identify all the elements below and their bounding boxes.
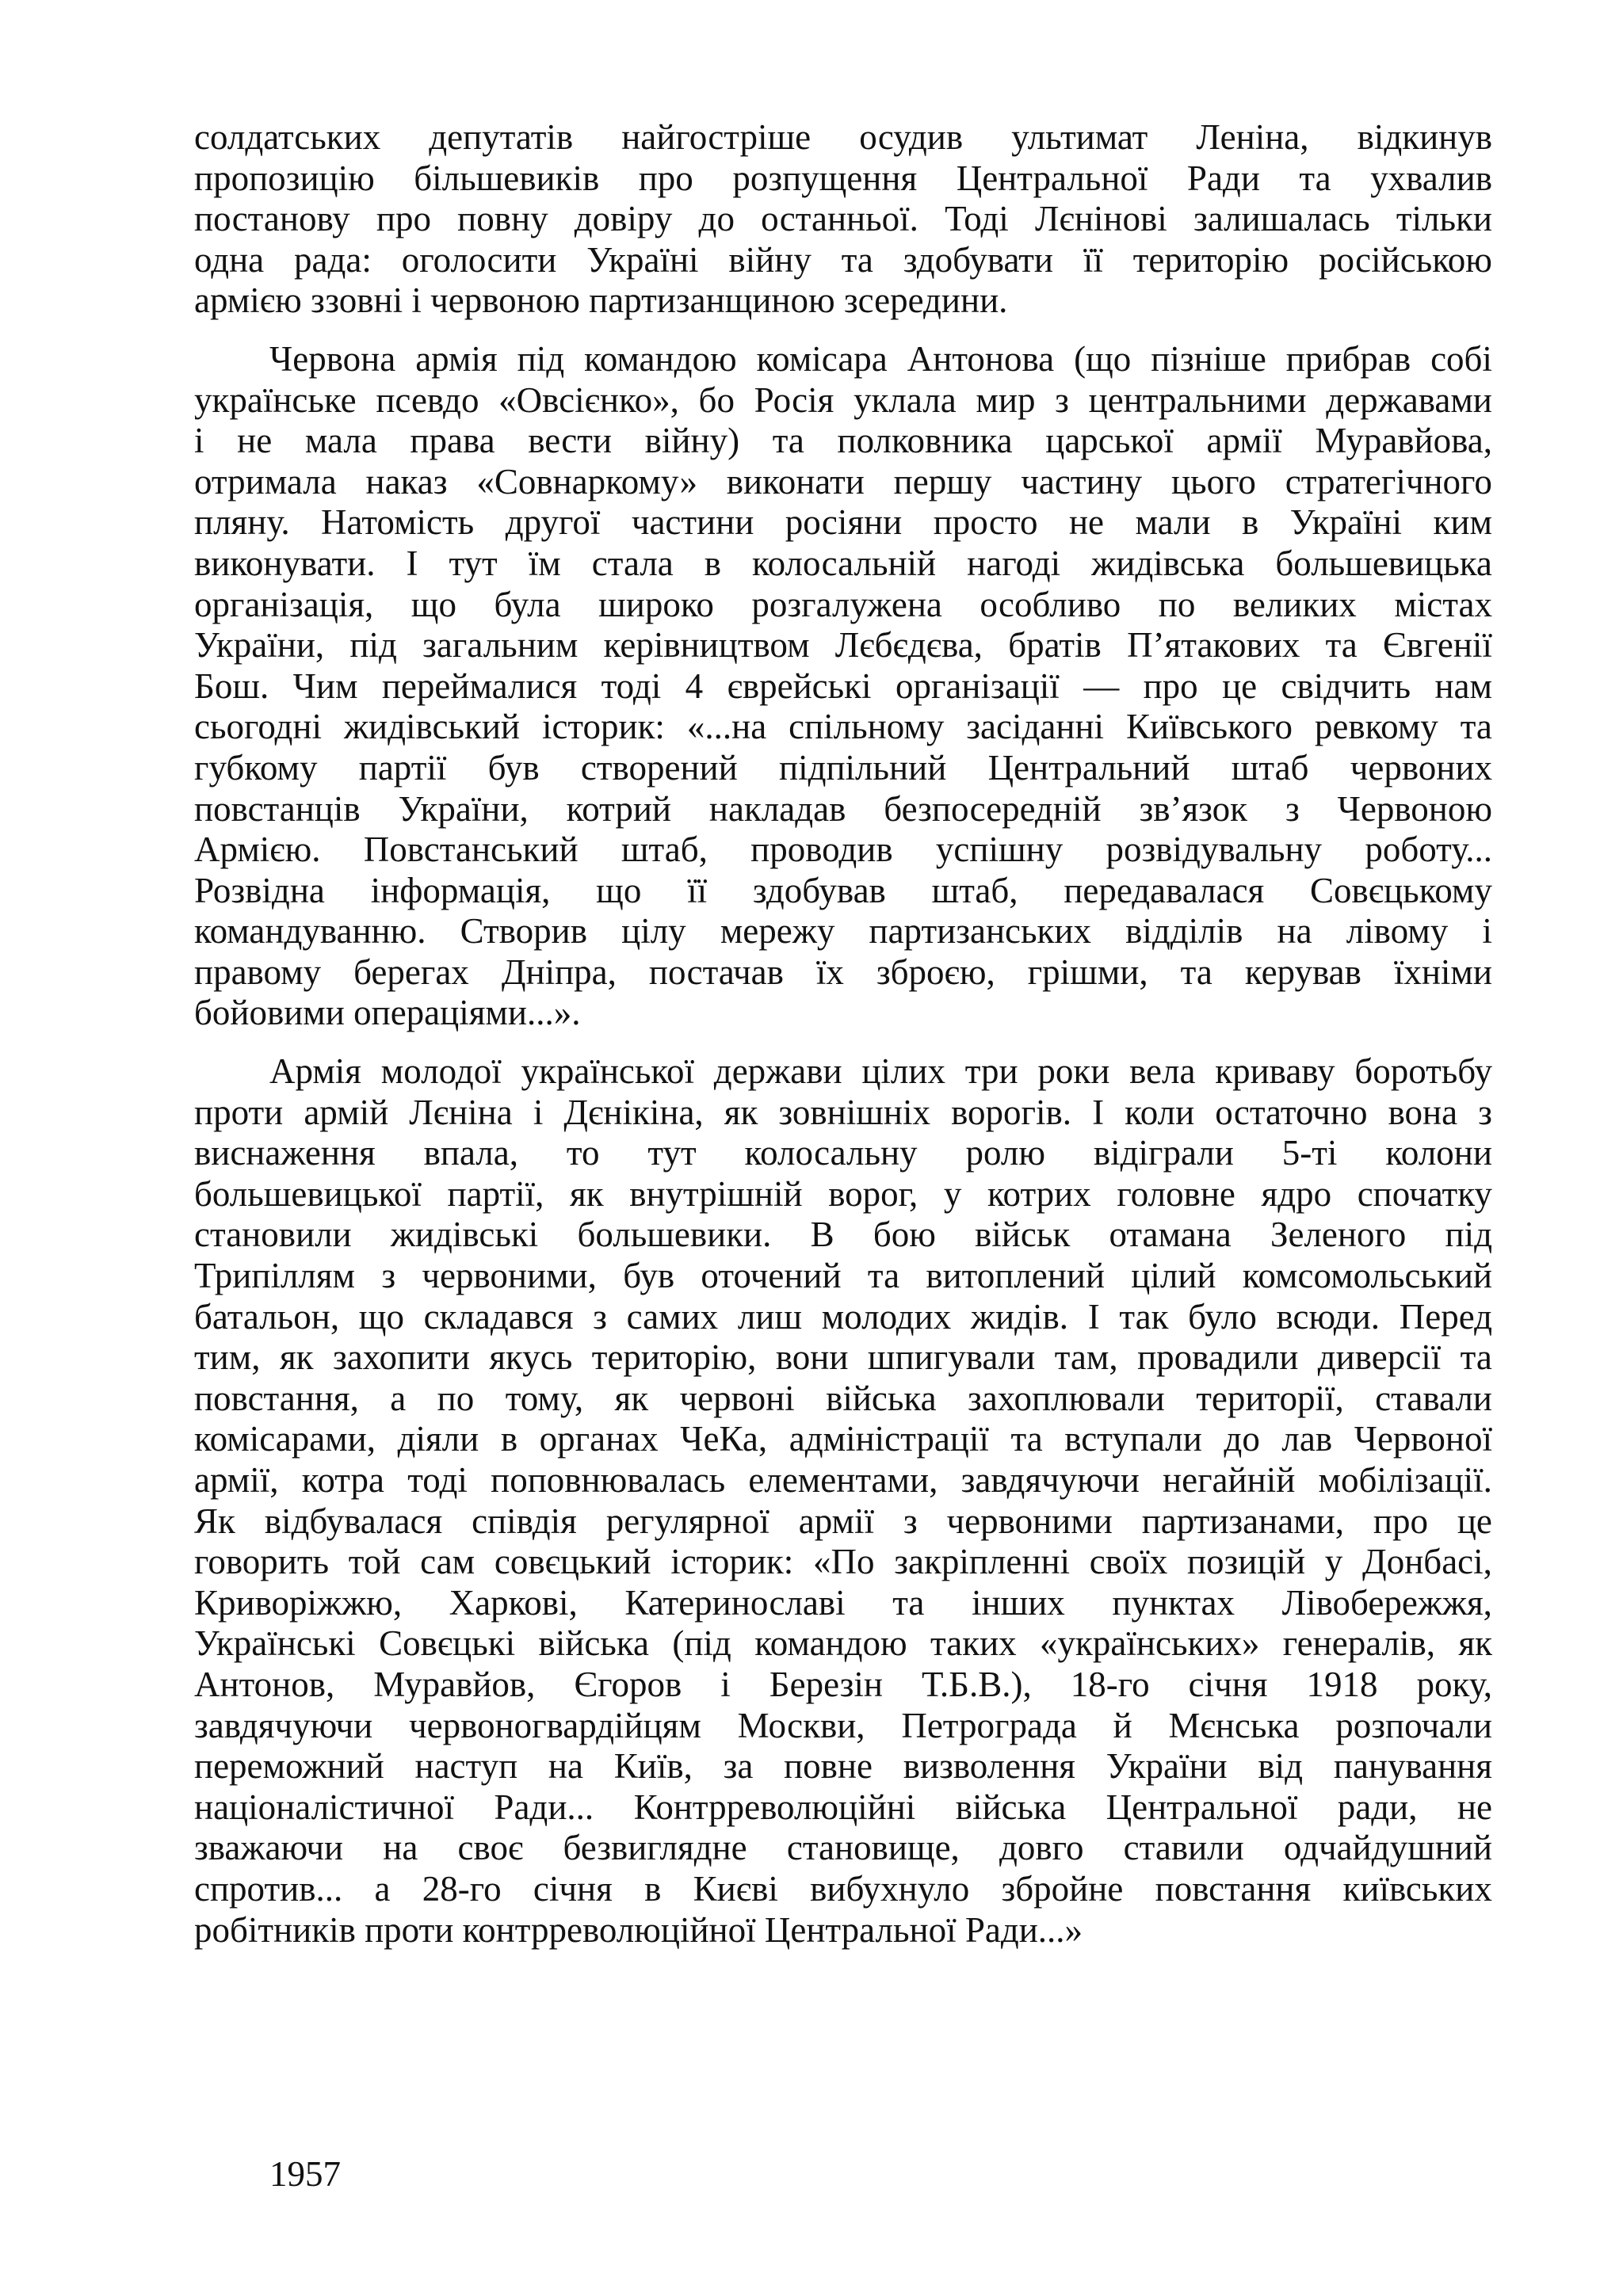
text-line: українське псевдо «Овсієнко», бо Росія уклала мир з центральними державами xyxy=(194,379,1492,420)
text-line: губкому партії був створений підпільний Центральний штаб червоних xyxy=(194,747,1492,788)
text-line: Армія молодої української держави цілих три роки вела криваву боротьбу xyxy=(269,1051,1492,1092)
text-line: говорить той сам совєцький історик: «По закріпленні своїх позицій у Донбасі, xyxy=(194,1542,1492,1582)
text-line: повстанців України, котрий накладав безпосередній зв’язок з Червоною xyxy=(194,788,1492,829)
text-line: сьогодні жидівський історик: «...на спільному засіданні Київського ревкому та xyxy=(194,707,1492,747)
text-line: зважаючи на своє безвиглядне становище, довго ставили одчайдушний xyxy=(194,1828,1492,1868)
text-line: становили жидівські большевики. В бою військ отамана Зеленого під xyxy=(194,1215,1492,1255)
text-line: спротив... а 28-го січня в Києві вибухнуло збройне повстання київських xyxy=(194,1868,1492,1909)
text-line: Розвідна інформація, що її здобував штаб, передавалася Совєцькому xyxy=(194,870,1492,910)
text-line: робітників проти контрреволюційної Центральної Ради...» xyxy=(194,1909,1083,1950)
paragraph-2 xyxy=(194,339,1492,1034)
text-line: тим, як захопити якусь територію, вони шпигували там, провадили диверсії та xyxy=(194,1337,1492,1378)
text-line: України, під загальним керівництвом Лєбєдєва, братів П’ятакових та Євгенії xyxy=(194,625,1492,666)
text-line: переможний наступ на Київ, за повне визволення України від панування xyxy=(194,1746,1492,1787)
body-text xyxy=(194,117,1492,1968)
text-line: проти армій Лєніна і Дєнікіна, як зовнішніх ворогів. І коли остаточно вона з xyxy=(194,1092,1492,1132)
text-line: повстання, а по тому, як червоні війська захоплювали території, ставали xyxy=(194,1378,1492,1418)
text-line: Армією. Повстанський штаб, проводив успішну розвідувальну роботу... xyxy=(194,830,1492,870)
text-line: армії, котра тоді поповнювалась елементами, завдячуючи негайній мобілізації. xyxy=(194,1460,1492,1500)
page-number: 1957 xyxy=(269,2154,341,2194)
text-line: постанову про повну довіру до останньої. Тоді Лєнінові залишалась тільки xyxy=(194,199,1492,239)
text-line: армією ззовні і червоною партизанщиною зсередини. xyxy=(194,280,1008,321)
text-line: пропозицію більшевиків про розпущення Центральної Ради та ухвалив xyxy=(194,158,1492,198)
text-line: виконувати. І тут їм стала в колосальній нагоді жидівська большевицька xyxy=(194,543,1492,583)
text-line: націоналістичної Ради... Контрреволюційні війська Центральної ради, не xyxy=(194,1787,1492,1827)
text-line: і не мала права вести війну) та полковника царської армії Муравйова, xyxy=(194,421,1492,461)
text-line: пляну. Натомість другої частини росіяни просто не мали в Україні ким xyxy=(194,502,1492,543)
text-line: бойовими операціями...». xyxy=(194,993,581,1033)
paragraph-1 xyxy=(194,117,1492,322)
text-line: батальон, що складався з самих лиш молодих жидів. І так було всюди. Перед xyxy=(194,1296,1492,1337)
text-line: Трипіллям з червоними, був оточений та витоплений цілий комсомольський xyxy=(194,1256,1492,1296)
text-line: одна рада: оголосити Україні війну та здобувати її територію російською xyxy=(194,239,1492,280)
text-line: Бош. Чим переймалися тоді 4 єврейські організації — про це свідчить нам xyxy=(194,666,1492,706)
text-line: большевицької партії, як внутрішній ворог, у котрих головне ядро спочатку xyxy=(194,1173,1492,1214)
text-line: організація, що була широко розгалужена особливо по великих містах xyxy=(194,584,1492,624)
text-line: комісарами, діяли в органах ЧеКа, адміністрації та вступали до лав Червоної xyxy=(194,1419,1492,1459)
text-line: Червона армія під командою комісара Антонова (що пізніше прибрав собі xyxy=(269,338,1492,379)
text-line: солдатських депутатів найгостріше осудив ультимат Леніна, відкинув xyxy=(194,117,1492,157)
text-line: правому берегах Дніпра, постачав їх зброєю, грішми, та керував їхніми xyxy=(194,952,1492,992)
text-line: завдячуючи червоногвардійцям Москви, Петрограда й Мєнська розпочали xyxy=(194,1705,1492,1745)
text-line: Криворіжжю, Харкові, Катеринославі та інших пунктах Лівобережжя, xyxy=(194,1582,1492,1623)
text-line: отримала наказ «Совнаркому» виконати першу частину цього стратегічного xyxy=(194,461,1492,502)
text-line: Українські Совєцькі війська (під командою таких «українських» генералів, як xyxy=(194,1623,1492,1664)
paragraph-3 xyxy=(194,1051,1492,1951)
text-line: командуванню. Створив цілу мережу партизанських відділів на лівому і xyxy=(194,911,1492,952)
text-line: Як відбувалася співдія регулярної армії з червоними партизанами, про це xyxy=(194,1501,1492,1541)
text-line: виснаження впала, то тут колосальну ролю відіграли 5-ті колони xyxy=(194,1133,1492,1173)
text-line: Антонов, Муравйов, Єгоров і Березін Т.Б.В.), 18-го січня 1918 року, xyxy=(194,1664,1492,1704)
